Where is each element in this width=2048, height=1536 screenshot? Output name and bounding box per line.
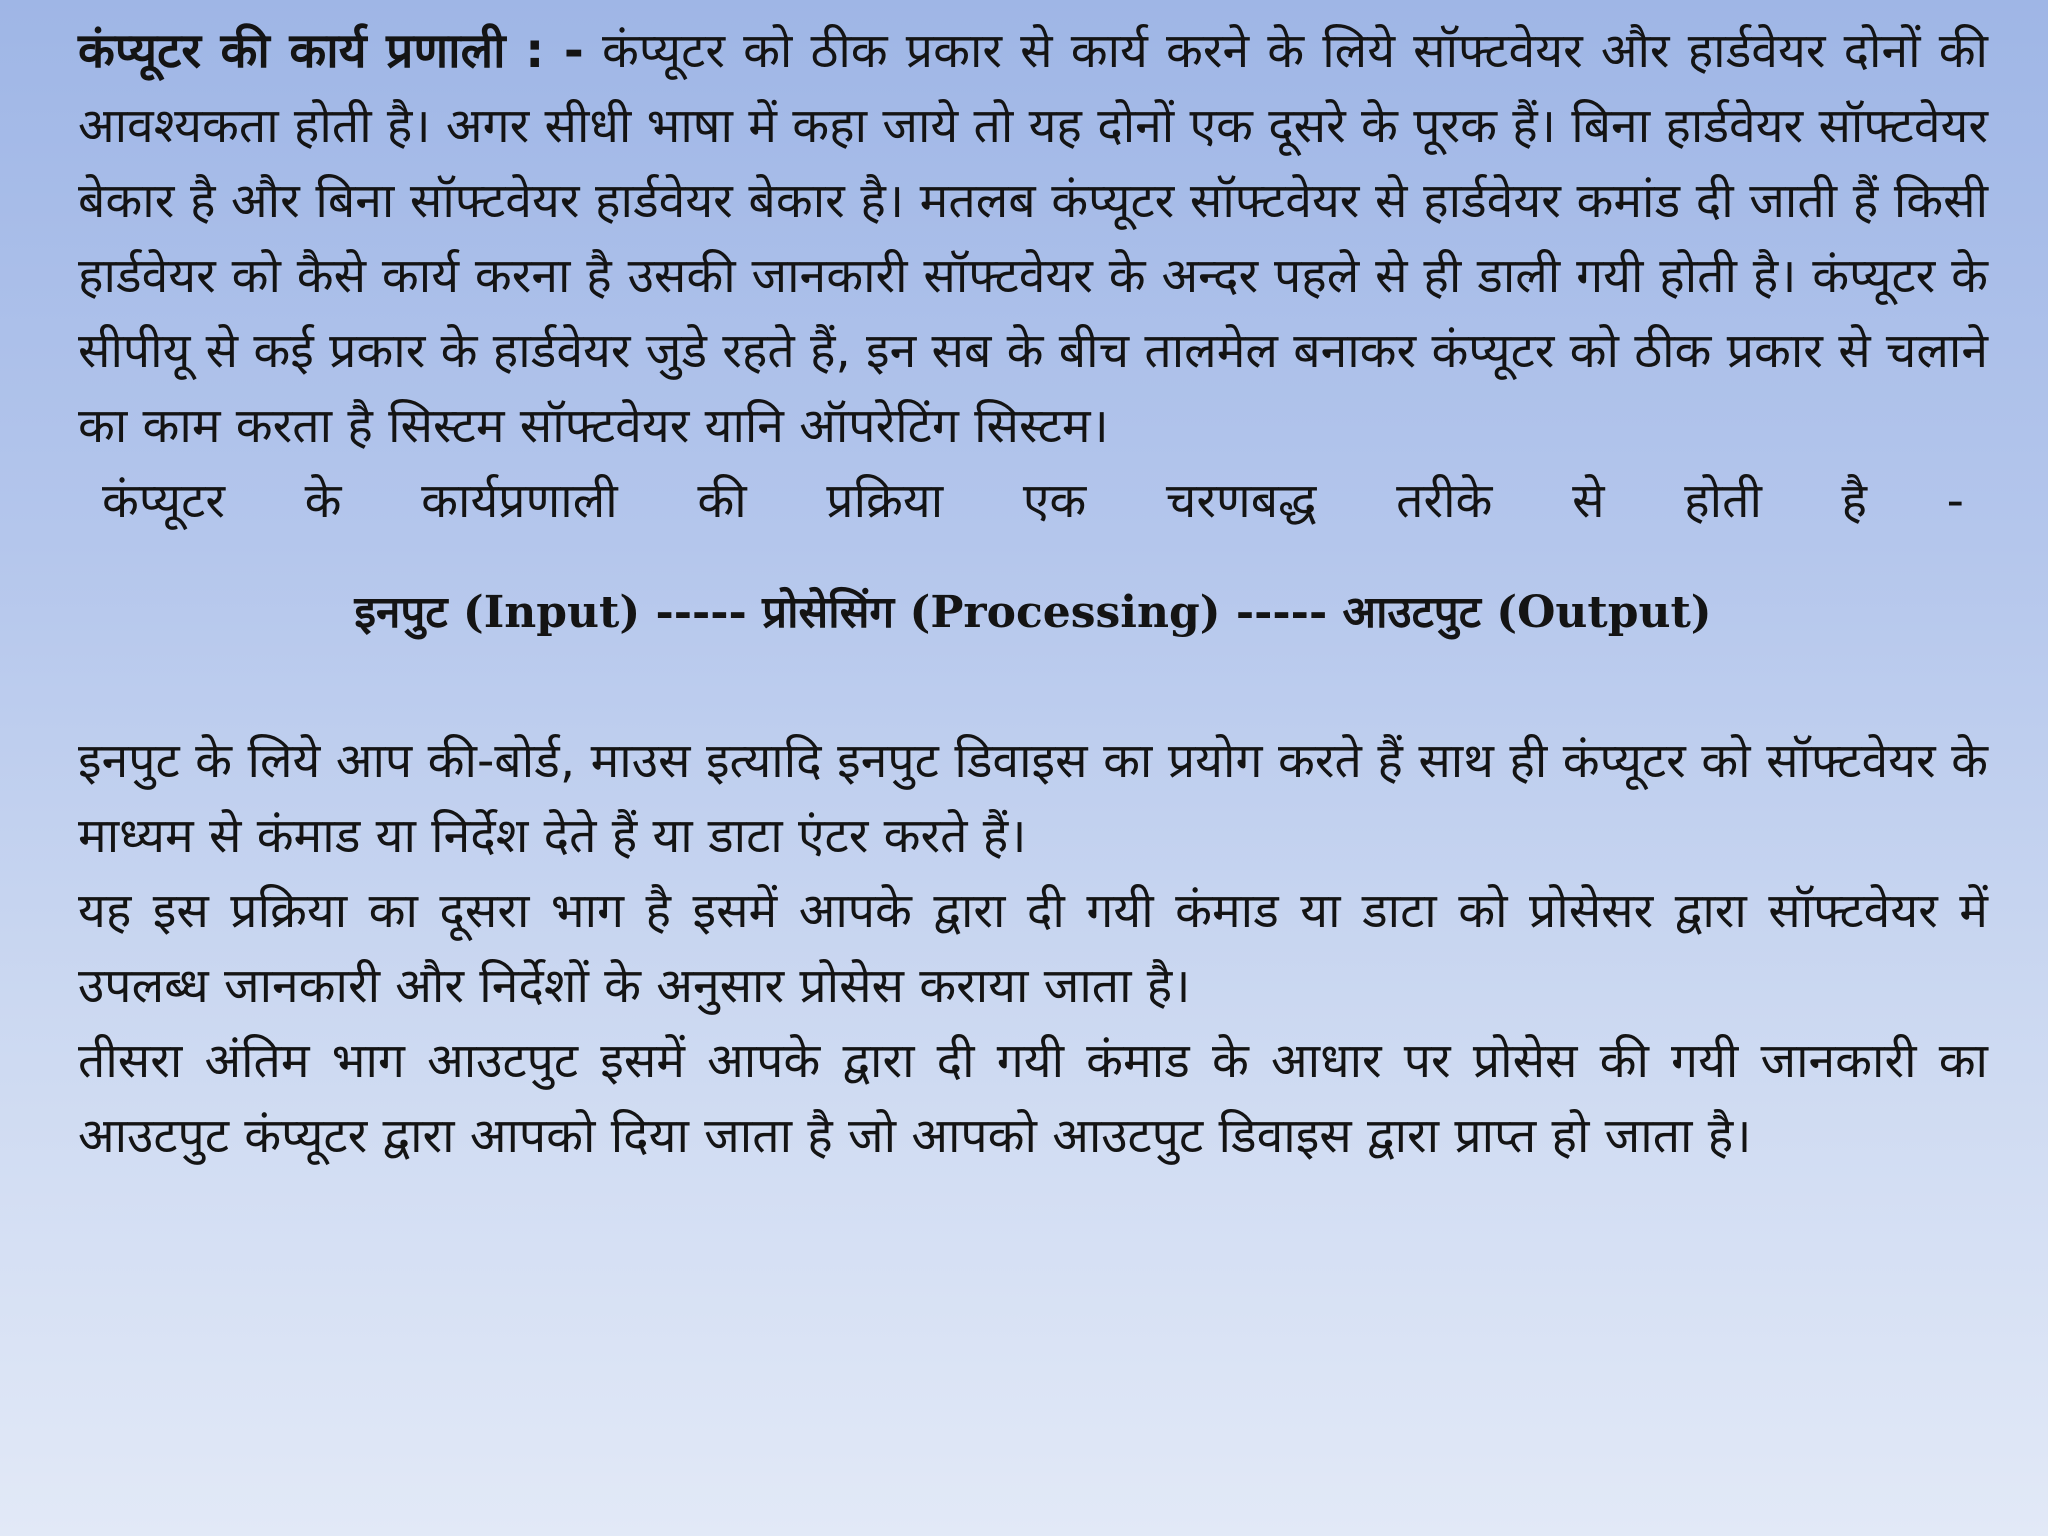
input-paragraph: इनपुट के लिये आप की-बोर्ड, माउस इत्यादि इनपुट डिवाइस का प्रयोग करते हैं साथ ही कंप्यूटर को सॉफ्टवेयर के माध्यम से कंमाड या निर्देश देते हैं या डाटा एंटर करते हैं। — [78, 733, 1988, 864]
output-paragraph: तीसरा अंतिम भाग आउटपुट इसमें आपके द्वारा दी गयी कंमाड के आधार पर प्रोसेस की गयी जानकारी का आउटपुट कंप्यूटर द्वारा आपको दिया जाता है जो आपको आउटपुट डिवाइस द्वारा प्राप्त हो जाता है। — [78, 1033, 1988, 1164]
spacer — [78, 650, 1988, 724]
intro-body: कंप्यूटर को ठीक प्रकार से कार्य करने के लिये सॉफ्टवेयर और हार्डवेयर दोनों की आवश्यकता होती है। अगर सीधी भाषा में कहा जाये तो यह दोनों एक दूसरे के पूरक हैं। बिना हार्डवेयर सॉफ्टवेयर बेकार है और बिना सॉफ्टवेयर हार्डवेयर बेकार है। मतलब कंप्यूटर सॉफ्टवेयर से हार्डवेयर कमांड दी जाती हैं किसी हार्डवेयर को कैसे कार्य करना है उसकी जानकारी सॉफ्टवेयर के अन्दर पहले से ही डाली गयी होती है। कंप्यूटर के सीपीयू से कई प्रकार के हार्डवेयर जुडे रहते हैं, इन सब के बीच तालमेल बनाकर कंप्यूटर को ठीक प्रकार से चलाने का काम करता है सिस्टम सॉफ्टवेयर यानि ऑपरेटिंग सिस्टम। — [78, 23, 1988, 454]
section-heading: कंप्यूटर की कार्य प्रणाली : - — [78, 23, 584, 79]
steps-intro-line: कंप्यूटर के कार्यप्रणाली की प्रक्रिया एक चरणबद्ध तरीके से होती है - — [102, 473, 1964, 529]
processing-paragraph: यह इस प्रक्रिया का दूसरा भाग है इसमें आपके द्वारा दी गयी कंमाड या डाटा को प्रोसेसर द्वारा सॉफ्टवेयर में उपलब्ध जानकारी और निर्देशों के अनुसार प्रोसेस कराया जाता है। — [78, 883, 1988, 1014]
intro-paragraph — [78, 14, 1988, 464]
process-flow: इनपुट (Input) ----- प्रोसेसिंग (Processing) ----- आउटपुट (Output) — [354, 587, 1712, 638]
